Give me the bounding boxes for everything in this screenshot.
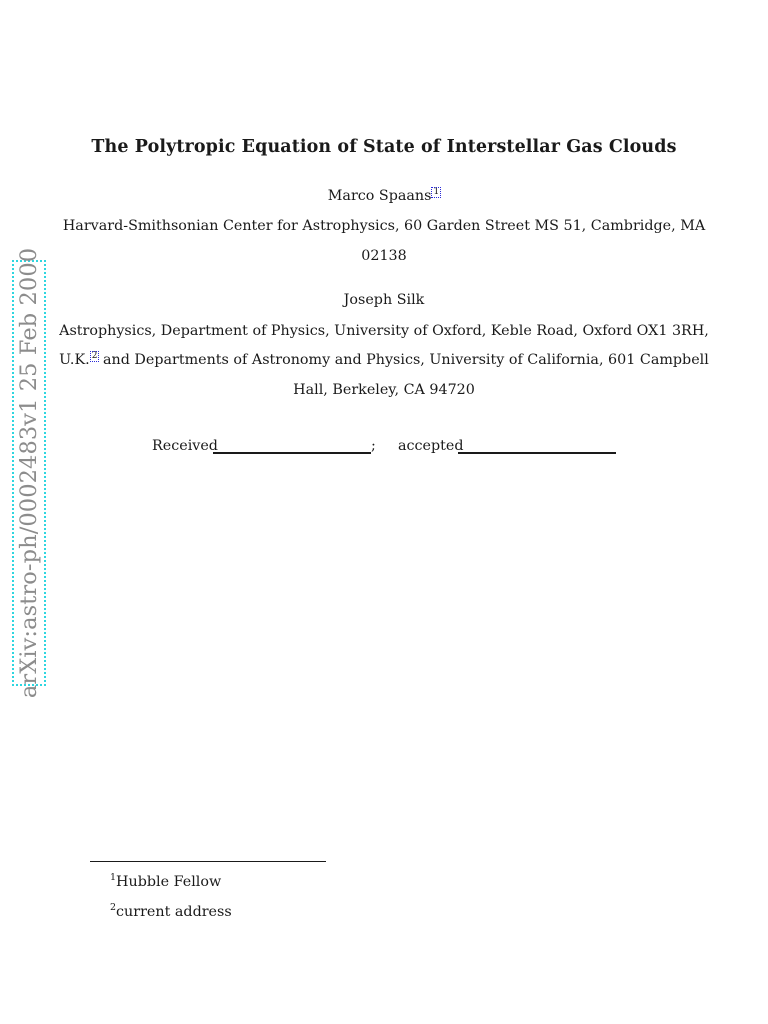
arxiv-id-stamp[interactable]: arXiv:astro-ph/0002483v1 25 Feb 2000 [16,247,42,699]
received-accepted-row [0,438,768,458]
affiliation-line: Astrophysics, Department of Physics, University of Oxford, Keble Road, Oxford OX1 3RH, [59,323,709,339]
footnote-mark: 1 [110,872,117,883]
affiliation-line: 02138 [361,248,407,264]
author-name: Joseph Silk [343,292,425,308]
accepted-date-blank [458,452,616,454]
separator: ; [371,438,376,454]
author-name: Marco Spaans [327,188,432,204]
footnote-text: Hubble Fellow [116,873,222,890]
footnote-mark: 2 [110,902,117,913]
footnote-link-1[interactable]: 1 [433,187,440,198]
affiliation-line: Harvard-Smithsonian Center for Astrophysics, 60 Garden Street MS 51, Cambridge, MA [62,218,706,234]
accepted-label: accepted [398,438,464,454]
received-date-blank [213,452,371,454]
affiliation-text: and Departments of Astronomy and Physics, University of California, 601 Campbell [98,352,709,368]
author-line-1 [0,188,768,204]
affiliation-line [0,352,768,368]
affiliation-line: Hall, Berkeley, CA 94720 [293,382,475,398]
footnote-1 [110,873,221,890]
received-label: Received [152,438,218,454]
footnote-text: current address [116,903,232,920]
footnote-link-2[interactable]: 2 [91,351,98,362]
paper-title: The Polytropic Equation of State of Interstellar Gas Clouds [91,137,677,157]
footnote-rule [90,861,326,862]
affiliation-text: U.K. [59,352,90,368]
footnote-2 [110,903,232,920]
